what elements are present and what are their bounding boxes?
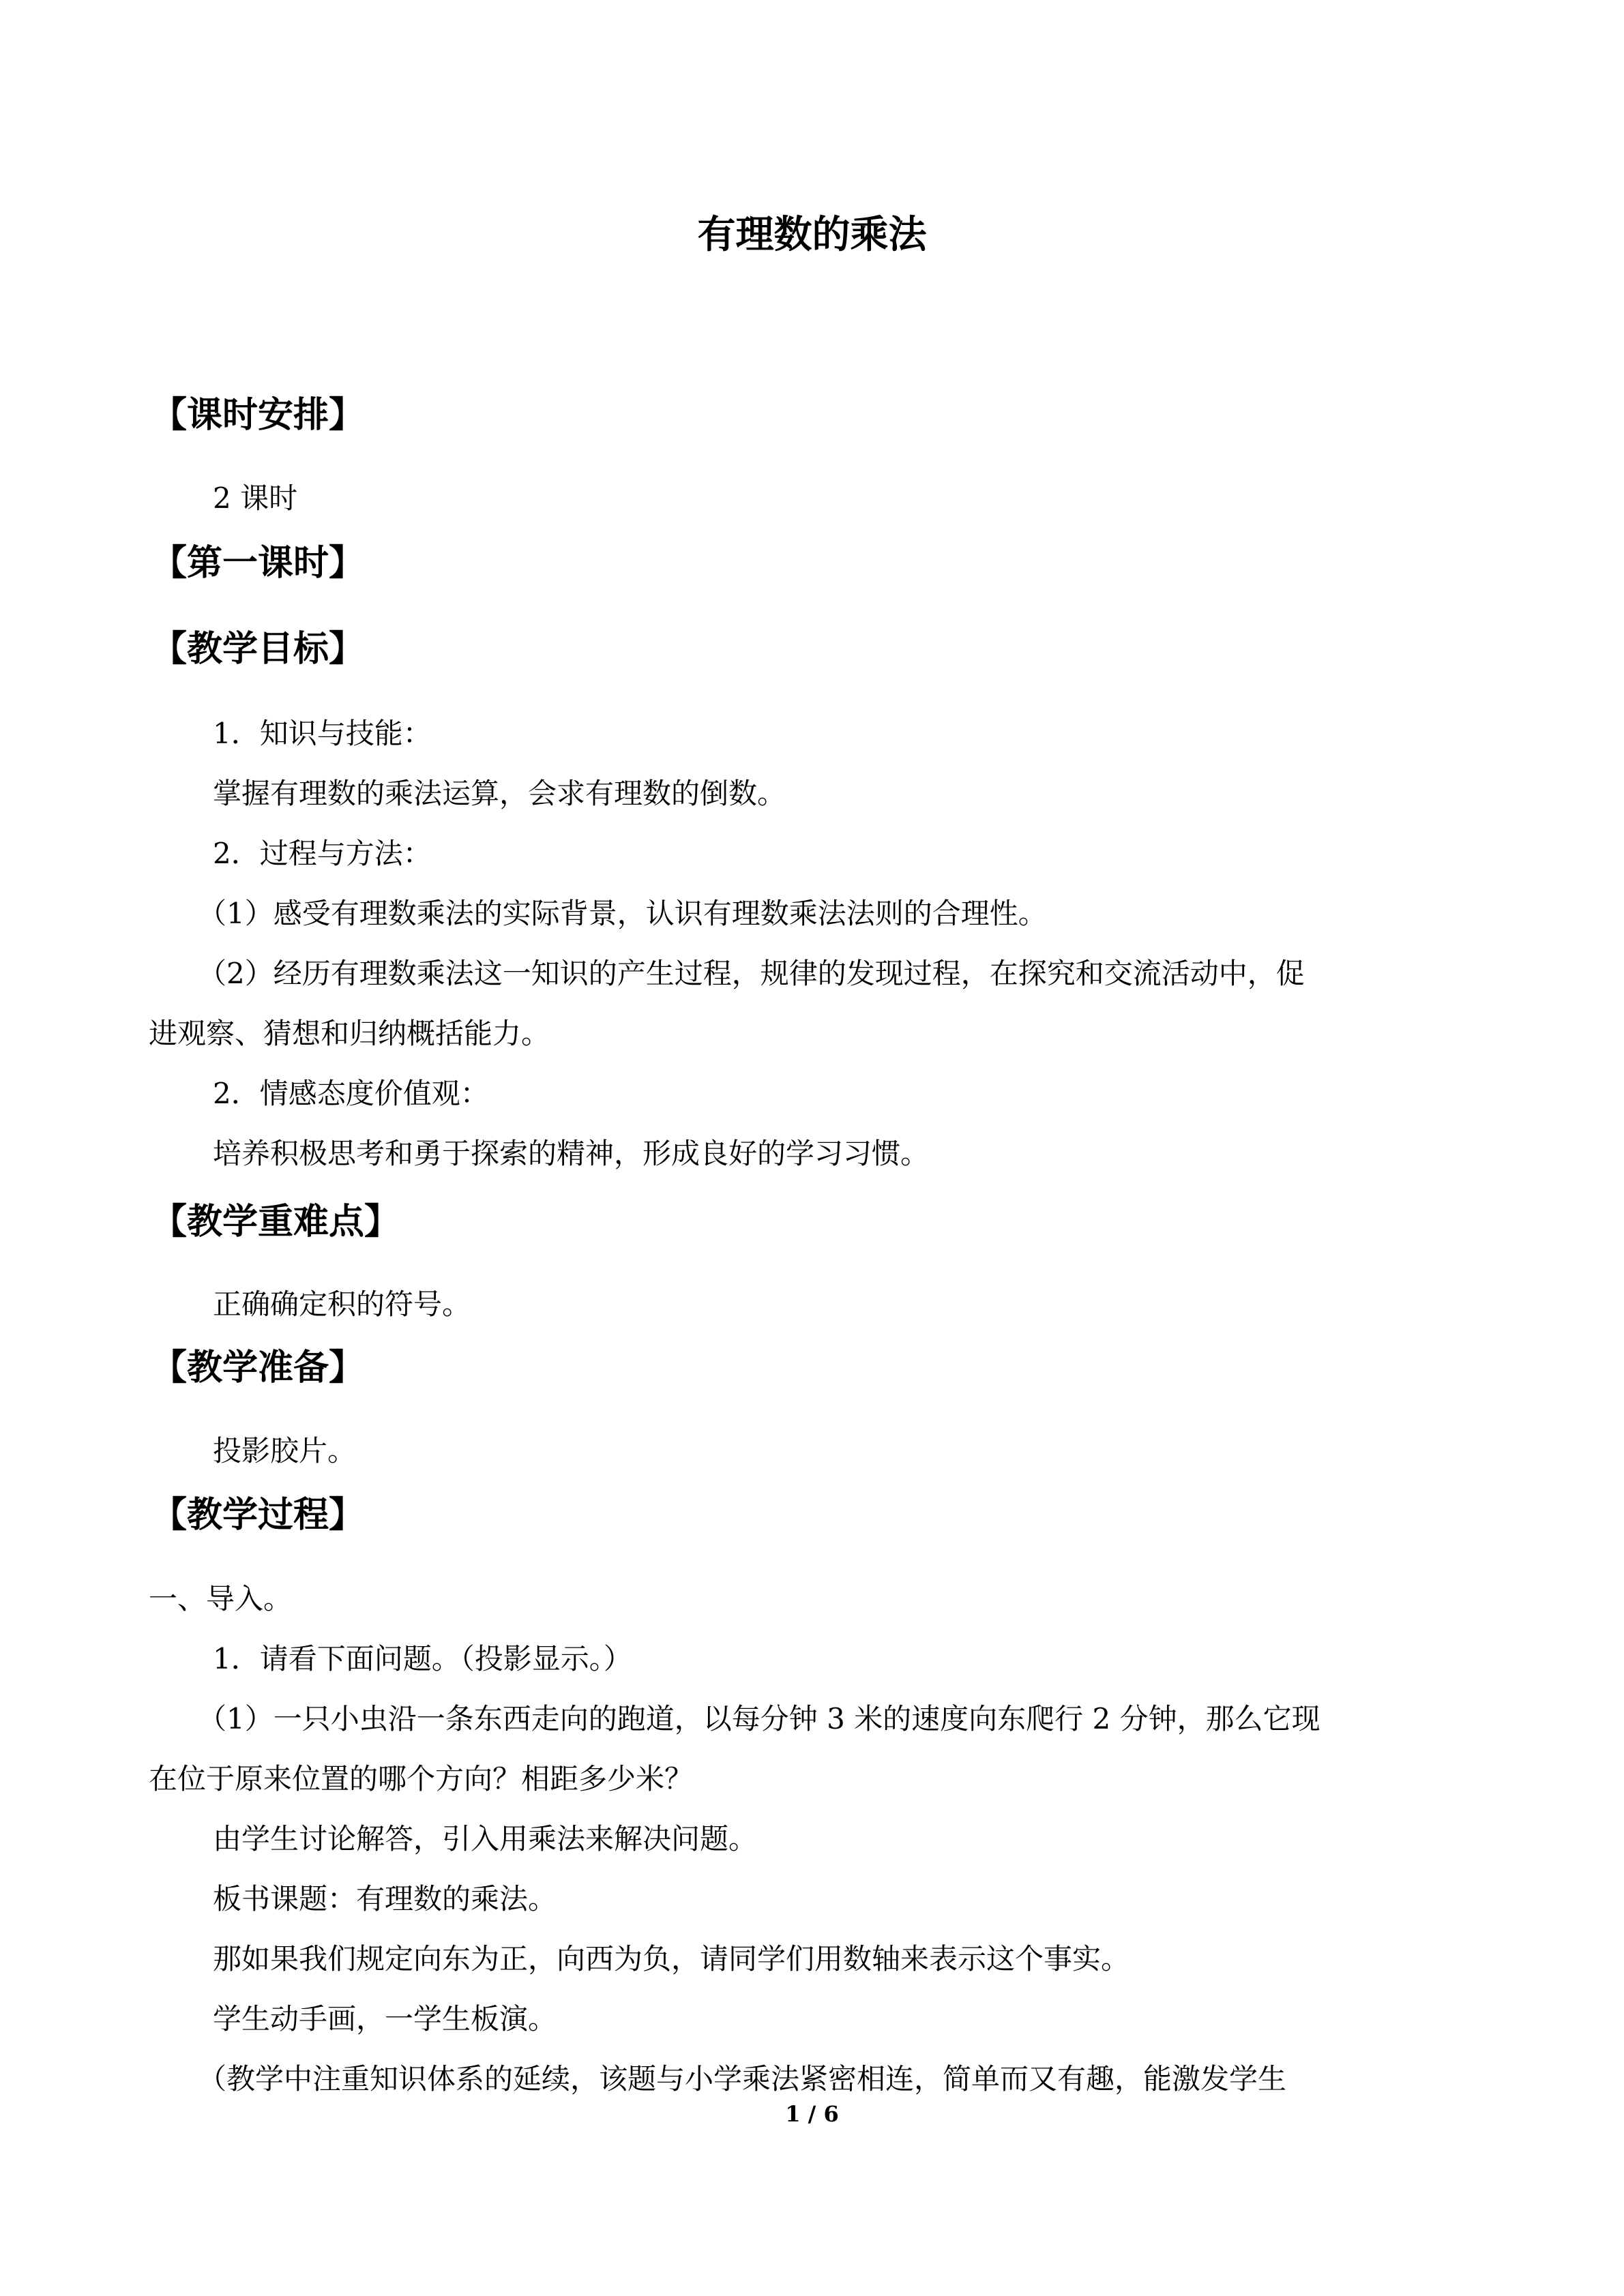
objective-2-item-1: （1）感受有理数乘法的实际背景，认识有理数乘法法则的合理性。 [198,897,1047,930]
intro-paragraph-4: 学生动手画，一学生板演。 [213,2002,557,2036]
intro-paragraph-1: 由学生讨论解答，引入用乘法来解决问题。 [213,1822,758,1855]
intro-paragraph-2: 板书课题：有理数的乘法。 [213,1882,557,1915]
objective-2-item-2-line-2: 进观察、猜想和归纳概括能力。 [149,1017,550,1050]
intro-paragraph-3: 那如果我们规定向东为正，向西为负，请同学们用数轴来表示这个事实。 [213,1942,1130,1976]
intro-item-1: 1．请看下面问题。（投影显示。） [213,1642,632,1675]
page-title: 有理数的乘法 [697,213,927,257]
first-lesson-heading: 【第一课时】 [151,543,365,584]
intro-label: 一、导入。 [149,1582,293,1615]
key-points-heading: 【教学重难点】 [151,1202,400,1242]
objective-3-text: 培养积极思考和勇于探索的精神，形成良好的学习习惯。 [213,1137,930,1170]
intro-question-line-2: 在位于原来位置的哪个方向？相距多少米？ [149,1762,694,1795]
process-heading: 【教学过程】 [151,1495,365,1536]
objective-1-label: 1．知识与技能： [213,717,432,750]
objective-2-item-2-line-1: （2）经历有理数乘法这一知识的产生过程，规律的发现过程，在探究和交流活动中，促 [198,957,1305,990]
objective-3-label: 2．情感态度价值观： [213,1077,489,1110]
key-points-text: 正确确定积的符号。 [213,1287,471,1321]
preparation-heading: 【教学准备】 [151,1347,365,1388]
objective-1-text: 掌握有理数的乘法运算，会求有理数的倒数。 [213,777,786,810]
schedule-heading: 【课时安排】 [151,395,365,436]
intro-question-line-1: （1）一只小虫沿一条东西走向的跑道，以每分钟 3 米的速度向东爬行 2 分钟，那么它现 [198,1702,1320,1735]
objectives-heading: 【教学目标】 [151,629,365,670]
schedule-text: 2 课时 [213,481,298,515]
page-indicator: 1 / 6 [785,2101,839,2127]
preparation-text: 投影胶片。 [213,1434,357,1467]
intro-paragraph-5: （教学中注重知识体系的延续，该题与小学乘法紧密相连，简单而又有趣，能激发学生 [198,2062,1287,2096]
objective-2-label: 2．过程与方法： [213,837,432,870]
